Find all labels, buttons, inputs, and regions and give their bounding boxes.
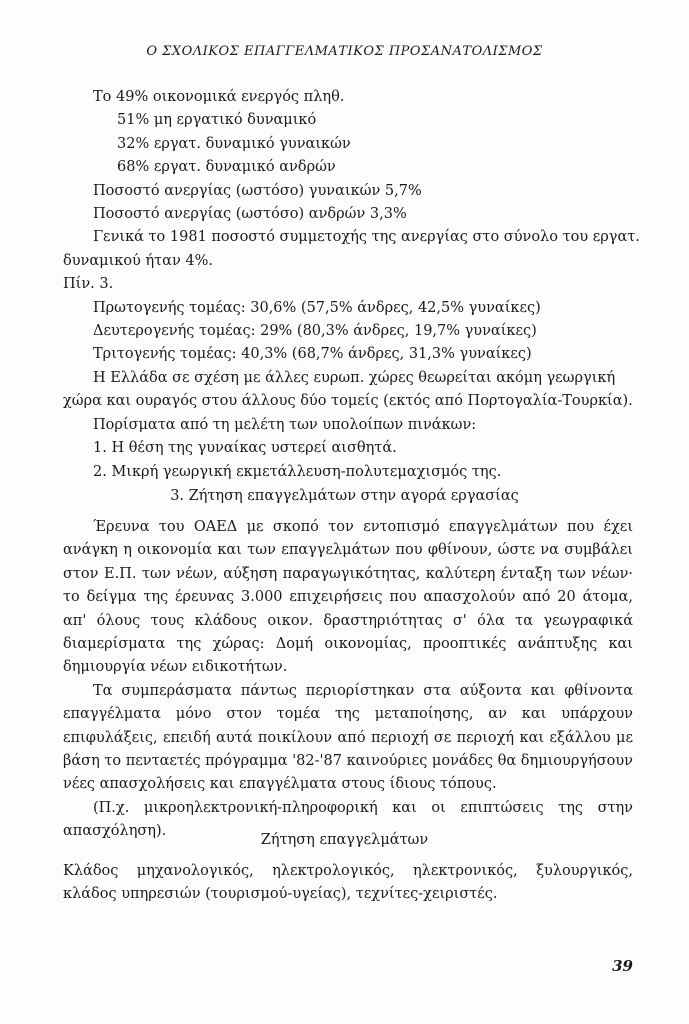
paragraph: Τα συμπεράσματα πάντως περιορίστηκαν στα αύξοντα και φθίνοντα επαγγέλματα μόνο στον τομέα της μεταποίησης, αν και υπάρχουν επιφυλάξεις, επειδή αυτά ποικίλουν από περιοχή σε περιοχή και εξάλλου με βάση το πενταετές πρόγραμμα '82-'87 καινούριες μονάδες θα δημιουργήσουν νέες απασχολήσεις και επαγγέλματα στους ίδιους τόπους. xyxy=(63,682,633,793)
stat-line: 51% μη εργατικό δυναμικό xyxy=(117,112,317,129)
page-number: 39 xyxy=(612,957,633,975)
stat-line: 68% εργατ. δυναμικό ανδρών xyxy=(117,159,336,176)
finding-item: 2. Μικρή γεωργική εκμετάλλευση-πολυτεμαχισμός της. xyxy=(93,463,502,480)
sector-line: Δευτερογενής τομέας: 29% (80,3% άνδρες, 19,7% γυναίκες) xyxy=(93,323,537,340)
section-body xyxy=(63,516,633,844)
running-title: Ο ΣΧΟΛΙΚΟΣ ΕΠΑΓΓΕΛΜΑΤΙΚΟΣ ΠΡΟΣΑΝΑΤΟΛΙΣΜΟΣ xyxy=(146,44,543,59)
stat-line: Ποσοστό ανεργίας (ωστόσο) ανδρών 3,3% xyxy=(93,206,407,223)
comparison-line: Η Ελλάδα σε σχέση με άλλες ευρωπ. χώρες θεωρείται ακόμη γεωργική xyxy=(93,369,616,386)
statistics-block xyxy=(63,86,640,484)
paragraph: Κλάδος μηχανολογικός, ηλεκτρολογικός, ηλεκτρονικός, ξυλουργικός, κλάδος υπηρεσιών (τουρισμού-υγείας), τεχνίτες-χειριστές. xyxy=(63,863,633,903)
comparison-line: χώρα και ουραγός στου άλλους δύο τομείς (εκτός από Πορτογαλία-Τουρκία). xyxy=(63,393,633,410)
demand-body xyxy=(63,860,633,907)
section-heading: 3. Ζήτηση επαγγελμάτων στην αγορά εργασίας xyxy=(170,488,519,504)
stat-line: 32% εργατ. δυναμικό γυναικών xyxy=(117,135,351,152)
stat-line: δυναμικού ήταν 4%. xyxy=(63,252,214,269)
paragraph: Έρευνα του ΟΑΕΔ με σκοπό τον εντοπισμό επαγγελμάτων που έχει ανάγκη η οικονομία και των επαγγελμάτων που φθίνουν, ώστε να συμβάλει στον Ε.Π. των νέων, αύξηση παραγωγικότητας, καλύτερη ένταξη των νέων· το δείγμα της έρευνας 3.000 επιχειρήσεις που απασχολούν από 20 άτομα, απ' όλους τους κλάδους οικον. δραστηριότητας σ' όλα τα γεωγραφικά διαμερίσματα της χώρας: Δομή οικονομίας, προοπτικές ανάπτυξης και δημιουργία νέων ειδικοτήτων. xyxy=(63,519,633,676)
sector-line: Πρωτογενής τομέας: 30,6% (57,5% άνδρες, 42,5% γυναίκες) xyxy=(93,299,541,316)
stat-line: Γενικά το 1981 ποσοστό συμμετοχής της ανεργίας στο σύνολο του εργατ. xyxy=(93,229,640,246)
stat-line: Το 49% οικονομικά ενεργός πληθ. xyxy=(93,89,345,105)
sector-line: Τριτογενής τομέας: 40,3% (68,7% άνδρες, 31,3% γυναίκες) xyxy=(93,346,532,363)
paragraph: (Π.χ. μικροηλεκτρονική-πληροφορική και οι επιπτώσεις της στην απασχόληση). xyxy=(63,799,633,840)
subsection-heading: Ζήτηση επαγγελμάτων xyxy=(260,832,429,848)
finding-item: 1. Η θέση της γυναίκας υστερεί αισθητά. xyxy=(93,440,397,457)
table-ref: Πίν. 3. xyxy=(63,276,114,293)
stat-line: Ποσοστό ανεργίας (ωστόσο) γυναικών 5,7% xyxy=(93,182,422,199)
findings-intro: Πορίσματα από τη μελέτη των υπολοίπων πινάκων: xyxy=(93,416,477,433)
